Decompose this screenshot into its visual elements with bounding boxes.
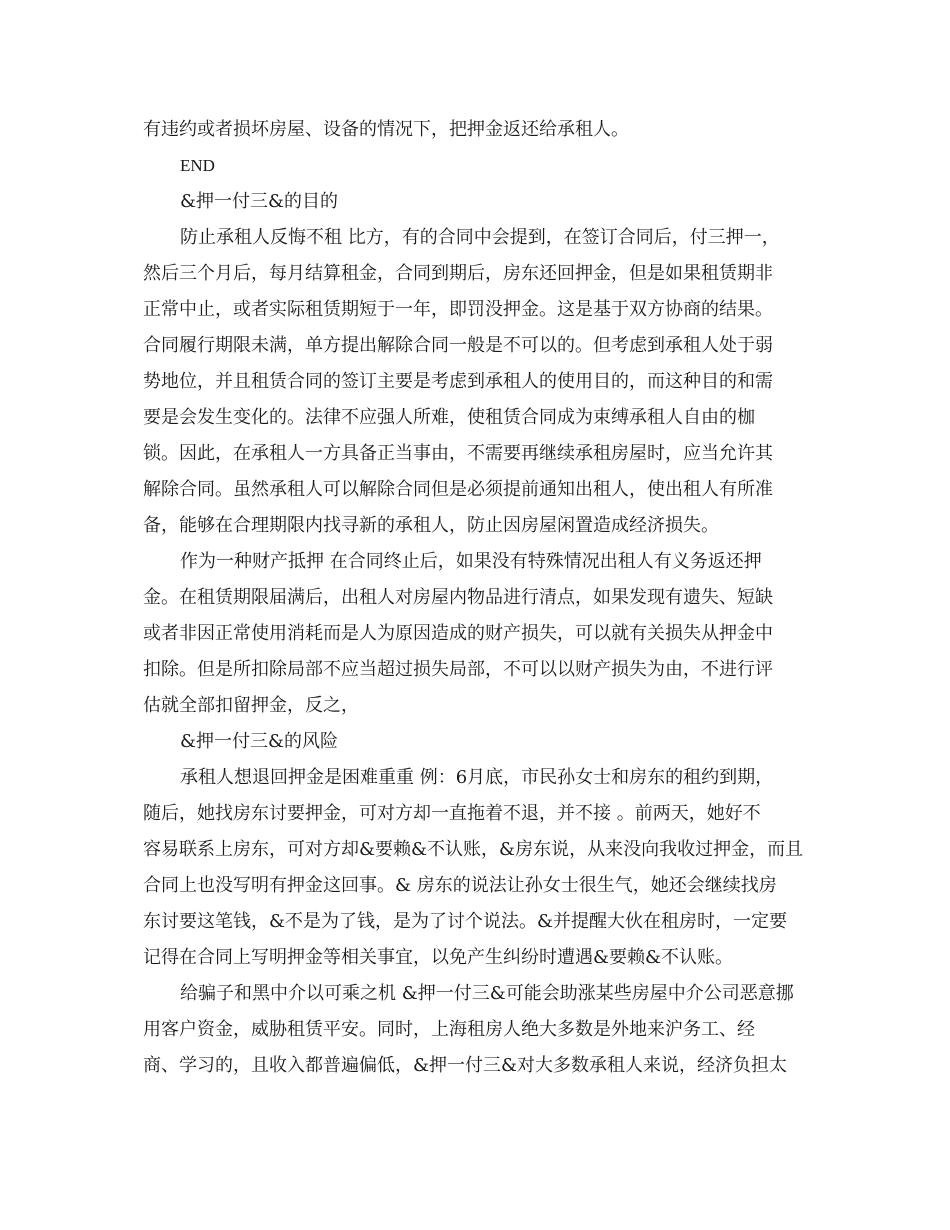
- text-line: 合同履行期限未满，单方提出解除合同一般是不可以的。但考虑到承租人处于弱: [143, 335, 773, 356]
- text-line: 金。在租赁期限届满后，出租人对房屋内物品进行清点，如果发现有遗失、短缺: [143, 587, 773, 608]
- text-line: 容易联系上房东，可对方却&要赖&不认账，&房东说，从来没向我收过押金，而且: [143, 839, 804, 860]
- text-line: 有违约或者损坏房屋、设备的情况下，把押金返还给承租人。: [143, 119, 629, 140]
- text-line: 东讨要这笔钱，&不是为了钱，是为了讨个说法。&并提醒大伙在租房时，一定要: [143, 911, 788, 932]
- text-line: 给骗子和黑中介以可乘之机 &押一付三&可能会助涨某些房屋中介公司恶意挪: [180, 983, 794, 1004]
- text-line: 随后，她找房东讨要押金，可对方却一直拖着不退，并不接 。前两天，她好不: [143, 803, 761, 824]
- section-heading-purpose: &押一付三&的目的: [180, 191, 339, 212]
- text-line: 要是会发生变化的。法律不应强人所难，使租赁合同成为束缚承租人自由的枷: [143, 407, 755, 428]
- text-line: 作为一种财产抵押 在合同终止后，如果没有特殊情况出租人有义务返还押: [180, 551, 762, 572]
- text-line: 记得在合同上写明押金等相关事宜，以免产生纠纷时遭遇&要赖&不认账。: [143, 947, 734, 968]
- text-line: 商、学习的，且收入都普遍偏低，&押一付三&对大多数承租人来说，经济负担太: [143, 1055, 788, 1076]
- text-line: 然后三个月后，每月结算租金，合同到期后，房东还回押金，但是如果租赁期非: [143, 263, 773, 284]
- text-line: 势地位，并且租赁合同的签订主要是考虑到承租人的使用目的，而这种目的和需: [143, 371, 773, 392]
- text-line: 估就全部扣留押金，反之，: [143, 695, 359, 716]
- text-line: 承租人想退回押金是困难重重 例：6月底，市民孙女士和房东的租约到期，: [180, 767, 774, 788]
- text-line: 备，能够在合理期限内找寻新的承租人，防止因房屋闲置造成经济损失。: [143, 515, 719, 536]
- text-line: 锁。因此，在承租人一方具备正当事由，不需要再继续承租房屋时，应当允许其: [143, 443, 773, 464]
- text-line: 或者非因正常使用消耗而是人为原因造成的财产损失，可以就有关损失从押金中: [143, 623, 773, 644]
- text-line: 扣除。但是所扣除局部不应当超过损失局部，不可以以财产损失为由，不进行评: [143, 659, 773, 680]
- end-marker: END: [180, 156, 215, 175]
- text-line: 正常中止，或者实际租赁期短于一年，即罚没押金。这是基于双方协商的结果。: [143, 299, 773, 320]
- text-line: 用客户资金，威胁租赁平安。同时，上海租房人绝大多数是外地来沪务工、经: [143, 1019, 755, 1040]
- text-line: 防止承租人反悔不租 比方，有的合同中会提到，在签订合同后，付三押一，: [180, 227, 780, 248]
- section-heading-risk: &押一付三&的风险: [180, 731, 339, 752]
- text-line: 合同上也没写明有押金这回事。& 房东的说法让孙女士很生气，她还会继续找房: [143, 875, 777, 896]
- text-line: 解除合同。虽然承租人可以解除合同但是必须提前通知出租人，使出租人有所准: [143, 479, 773, 500]
- document-body: [143, 112, 803, 1084]
